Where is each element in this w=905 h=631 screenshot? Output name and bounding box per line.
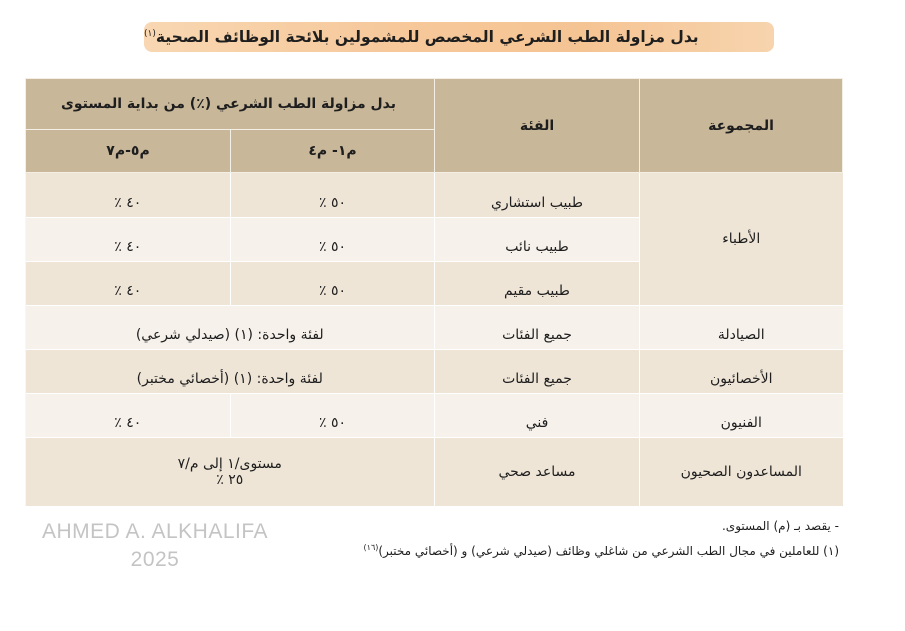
group-doctors: الأطباء xyxy=(640,173,843,306)
category-resident: طبيب مقيم xyxy=(435,262,640,306)
category-pharmacists: جميع الفئات xyxy=(435,306,640,350)
technicians-level-a: ٥٠ ٪ xyxy=(231,394,435,438)
title-footnote-marker: (١) xyxy=(144,28,156,39)
header-group: المجموعة xyxy=(640,79,843,173)
header-category: الفئة xyxy=(435,79,640,173)
footnote-1-ref: (١٦) xyxy=(363,543,379,552)
watermark-year: 2025 xyxy=(130,548,180,571)
footnote-1: (١) للعاملين في مجال الطب الشرعي من شاغلي وظائف (صيدلي شرعي) و (أخصائي مختبر)$^{(١٦)}$ xyxy=(363,543,839,558)
technicians-level-b: ٤٠ ٪ xyxy=(26,394,231,438)
group-assistants: المساعدون الصحيون xyxy=(640,438,843,507)
consultant-level-b: ٤٠ ٪ xyxy=(26,173,231,218)
category-specialists: جميع الفئات xyxy=(435,350,640,394)
specialists-value: لفئة واحدة: (١) (أخصائي مختبر) xyxy=(26,350,435,394)
category-technicians: فني xyxy=(435,394,640,438)
header-level-a: م١- م٤ xyxy=(231,130,435,173)
allowance-table-container xyxy=(25,78,842,506)
allowance-table xyxy=(25,78,843,507)
page-title-banner xyxy=(144,22,774,52)
resident-level-b: ٤٠ ٪ xyxy=(26,262,231,306)
assistants-value-line2: ٢٥ ٪ xyxy=(216,472,244,488)
resident-level-a: ٥٠ ٪ xyxy=(231,262,435,306)
footnote-level: - يقصد بـ (م) المستوى. xyxy=(721,519,839,533)
deputy-level-a: ٥٠ ٪ xyxy=(231,218,435,262)
watermark-name: AHMED A. ALKHALIFA xyxy=(41,520,269,543)
consultant-level-a: ٥٠ ٪ xyxy=(231,173,435,218)
page-title: بدل مزاولة الطب الشرعي المخصص للمشمولين بلائحة الوظائف الصحية$^{(١)}$ xyxy=(144,28,699,46)
watermark xyxy=(30,518,280,574)
assistants-value xyxy=(26,438,435,507)
pharmacists-value: لفئة واحدة: (١) (صيدلي شرعي) xyxy=(26,306,435,350)
category-assistants: مساعد صحي xyxy=(435,438,640,507)
category-deputy: طبيب نائب xyxy=(435,218,640,262)
category-consultant: طبيب استشاري xyxy=(435,173,640,218)
group-specialists: الأخصائيون xyxy=(640,350,843,394)
header-level-b: م٥-م٧ xyxy=(26,130,231,173)
group-technicians: الفنيون xyxy=(640,394,843,438)
group-pharmacists: الصيادلة xyxy=(640,306,843,350)
deputy-level-b: ٤٠ ٪ xyxy=(26,218,231,262)
assistants-value-line1: مستوى/١ إلى م/٧ xyxy=(177,456,282,472)
header-allowance: بدل مزاولة الطب الشرعي (٪) من بداية المستوى xyxy=(26,79,435,130)
